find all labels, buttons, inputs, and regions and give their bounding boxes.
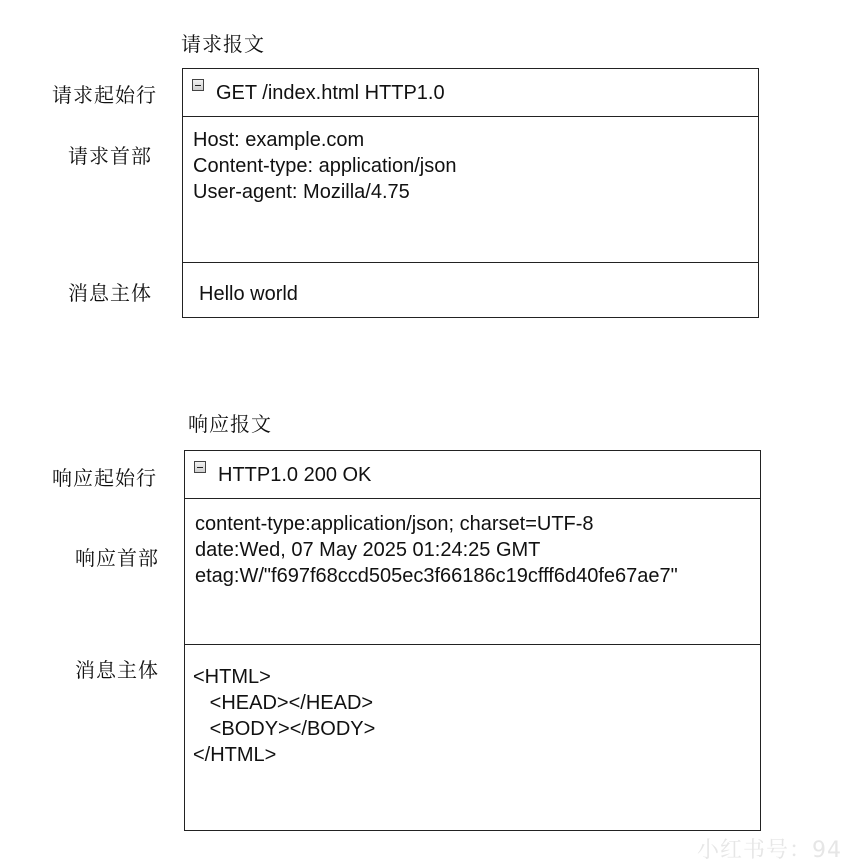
request-header-host: Host: example.com xyxy=(193,129,365,151)
request-start-line-label: 请求起始行 xyxy=(52,83,157,107)
collapse-minus-icon[interactable] xyxy=(194,461,206,473)
request-start-line-cell xyxy=(183,69,758,117)
response-header-content-type: content-type:application/json; charset=UTF-8 xyxy=(195,513,594,535)
request-header-user-agent: User-agent: Mozilla/4.75 xyxy=(193,181,410,203)
response-header-etag: etag:W/"f697f68ccd505ec3f66186c19cfff6d40fe67ae7" xyxy=(195,565,678,587)
request-title: 请求报文 xyxy=(181,32,265,56)
watermark: 小红书号：94 xyxy=(697,838,842,863)
request-body-label: 消息主体 xyxy=(68,281,152,305)
request-headers-cell xyxy=(183,116,758,264)
response-title: 响应报文 xyxy=(188,412,272,436)
request-message-box xyxy=(182,68,759,318)
response-body-line-html-open: <HTML> xyxy=(193,666,271,688)
response-header-date: date:Wed, 07 May 2025 01:24:25 GMT xyxy=(195,539,541,561)
response-message-box xyxy=(184,450,761,831)
request-headers-label: 请求首部 xyxy=(68,144,152,168)
response-body-line-html-close: </HTML> xyxy=(193,744,277,766)
request-body-cell xyxy=(183,262,758,318)
response-start-line-cell xyxy=(185,451,760,499)
request-body-text: Hello world xyxy=(199,283,298,305)
response-start-line-label: 响应起始行 xyxy=(52,466,157,490)
request-header-content-type: Content-type: application/json xyxy=(193,155,457,177)
request-start-line-text: GET /index.html HTTP1.0 xyxy=(216,82,445,104)
response-body-line-body: <BODY></BODY> xyxy=(193,718,376,740)
response-start-line-text: HTTP1.0 200 OK xyxy=(218,464,372,486)
response-body-line-head: <HEAD></HEAD> xyxy=(193,692,374,714)
response-headers-cell xyxy=(185,498,760,646)
response-body-cell xyxy=(185,644,760,831)
response-body-label: 消息主体 xyxy=(75,658,159,682)
response-headers-label: 响应首部 xyxy=(75,546,159,570)
collapse-minus-icon[interactable] xyxy=(192,79,204,91)
